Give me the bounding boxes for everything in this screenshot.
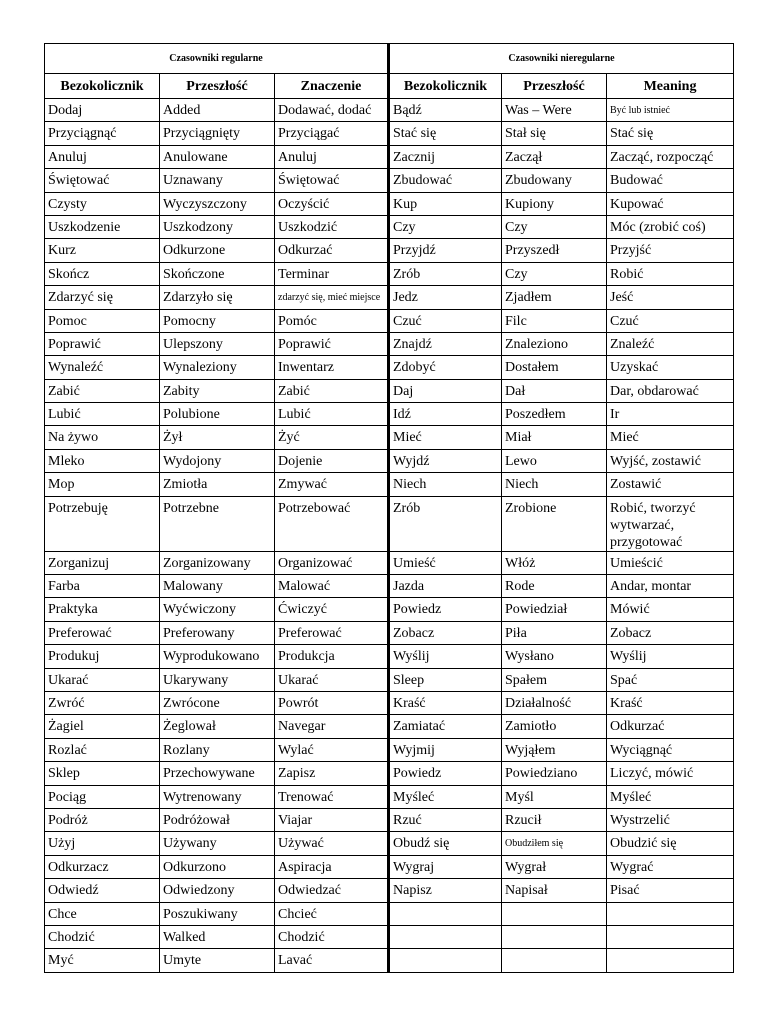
table-row [45, 286, 734, 309]
irregular-infinitive-cell: Zacznij [389, 145, 502, 168]
regular-verbs-header: Czasowniki regularne [45, 44, 389, 74]
regular-meaning-cell: Zabić [275, 379, 389, 402]
irregular-past-cell: Myśl [502, 785, 607, 808]
regular-past-cell: Malowany [160, 575, 275, 598]
irregular-past-cell: Zjadłem [502, 286, 607, 309]
regular-infinitive-cell: Poprawić [45, 332, 160, 355]
regular-meaning-cell: Preferować [275, 621, 389, 644]
table-row [45, 575, 734, 598]
irregular-meaning-cell: Uzyskać [607, 356, 734, 379]
regular-infinitive-cell: Pomoc [45, 309, 160, 332]
irregular-meaning-cell: Umieścić [607, 551, 734, 574]
table-row [45, 122, 734, 145]
regular-infinitive-cell: Preferować [45, 621, 160, 644]
irregular-infinitive-cell: Kup [389, 192, 502, 215]
regular-infinitive-cell: Produkuj [45, 645, 160, 668]
regular-infinitive-cell: Dodaj [45, 99, 160, 122]
regular-meaning-cell: Organizować [275, 551, 389, 574]
regular-past-cell: Polubione [160, 403, 275, 426]
irregular-past-cell: Poszedłem [502, 403, 607, 426]
irregular-past-cell: Lewo [502, 449, 607, 472]
regular-past-cell: Wynaleziony [160, 356, 275, 379]
table-row [45, 426, 734, 449]
irregular-past-cell: Filc [502, 309, 607, 332]
regular-infinitive-cell: Przyciągnąć [45, 122, 160, 145]
table-row [45, 738, 734, 761]
irregular-meaning-cell: Zobacz [607, 621, 734, 644]
regular-past-cell: Preferowany [160, 621, 275, 644]
table-row [45, 449, 734, 472]
table-row [45, 902, 734, 925]
regular-meaning-cell: Pomóc [275, 309, 389, 332]
irregular-meaning-cell: Mieć [607, 426, 734, 449]
regular-past-cell: Przechowywane [160, 762, 275, 785]
regular-past-cell: Zmiotła [160, 473, 275, 496]
irregular-infinitive-cell: Obudź się [389, 832, 502, 855]
regular-infinitive-cell: Sklep [45, 762, 160, 785]
regular-past-cell: Ukarywany [160, 668, 275, 691]
irregular-past-cell: Kupiony [502, 192, 607, 215]
regular-infinitive-cell: Pociąg [45, 785, 160, 808]
table-row [45, 762, 734, 785]
irregular-meaning-cell [607, 925, 734, 948]
irregular-infinitive-cell: Czuć [389, 309, 502, 332]
regular-meaning-cell: Oczyścić [275, 192, 389, 215]
regular-infinitive-cell: Zwróć [45, 691, 160, 714]
regular-meaning-cell: Potrzebować [275, 496, 389, 551]
table-row [45, 145, 734, 168]
irregular-infinitive-cell: Wyślij [389, 645, 502, 668]
regular-infinitive-cell: Podróż [45, 808, 160, 831]
irregular-meaning-cell: Robić, tworzyć wytwarzać, przygotować [607, 496, 734, 551]
regular-infinitive-cell: Potrzebuję [45, 496, 160, 551]
table-row [45, 192, 734, 215]
irregular-past-cell: Znaleziono [502, 332, 607, 355]
irregular-past-cell: Wysłano [502, 645, 607, 668]
table-row [45, 808, 734, 831]
regular-meaning-cell: Odkurzać [275, 239, 389, 262]
regular-infinitive-cell: Na żywo [45, 426, 160, 449]
irregular-past-cell: Czy [502, 262, 607, 285]
regular-meaning-cell: Malować [275, 575, 389, 598]
table-row [45, 715, 734, 738]
irregular-past-cell: Powiedziano [502, 762, 607, 785]
regular-past-cell: Poszukiwany [160, 902, 275, 925]
table-row [45, 309, 734, 332]
irregular-meaning-cell: Jeść [607, 286, 734, 309]
regular-past-cell: Uznawany [160, 169, 275, 192]
table-row [45, 262, 734, 285]
irregular-infinitive-cell [389, 949, 502, 972]
irregular-meaning-cell: Budować [607, 169, 734, 192]
regular-past-cell: Przyciągnięty [160, 122, 275, 145]
regular-infinitive-cell: Świętować [45, 169, 160, 192]
regular-meaning-cell: zdarzyć się, mieć miejsce [275, 286, 389, 309]
irregular-infinitive-cell: Wyjdź [389, 449, 502, 472]
regular-past-cell: Zabity [160, 379, 275, 402]
regular-past-cell: Zdarzyło się [160, 286, 275, 309]
table-row [45, 551, 734, 574]
regular-infinitive-cell: Wynaleźć [45, 356, 160, 379]
irregular-infinitive-cell: Zamiatać [389, 715, 502, 738]
regular-infinitive-cell: Farba [45, 575, 160, 598]
regular-meaning-cell: Świętować [275, 169, 389, 192]
irregular-meaning-cell: Liczyć, mówić [607, 762, 734, 785]
regular-meaning-cell: Ukarać [275, 668, 389, 691]
regular-meaning-cell: Lavać [275, 949, 389, 972]
irregular-infinitive-cell: Wyjmij [389, 738, 502, 761]
irregular-infinitive-cell: Bądź [389, 99, 502, 122]
regular-meaning-cell: Ćwiczyć [275, 598, 389, 621]
regular-past-cell: Używany [160, 832, 275, 855]
irregular-past-cell: Zrobione [502, 496, 607, 551]
irregular-meaning-cell: Dar, obdarować [607, 379, 734, 402]
regular-meaning-cell: Odwiedzać [275, 879, 389, 902]
regular-infinitive-cell: Lubić [45, 403, 160, 426]
irregular-past-cell: Napisał [502, 879, 607, 902]
regular-past-cell: Żył [160, 426, 275, 449]
regular-meaning-cell: Zmywać [275, 473, 389, 496]
regular-past-cell: Wyczyszczony [160, 192, 275, 215]
irregular-meaning-cell: Kraść [607, 691, 734, 714]
regular-past-cell: Pomocny [160, 309, 275, 332]
regular-meaning-cell: Poprawić [275, 332, 389, 355]
regular-meaning-cell: Trenować [275, 785, 389, 808]
irregular-meaning-cell: Przyjść [607, 239, 734, 262]
irregular-past-cell: Rzucił [502, 808, 607, 831]
regular-past-cell: Wytrenowany [160, 785, 275, 808]
regular-meaning-cell: Anuluj [275, 145, 389, 168]
irregular-infinitive-cell: Czy [389, 215, 502, 238]
regular-meaning-cell: Produkcja [275, 645, 389, 668]
table-row [45, 879, 734, 902]
irregular-past-cell: Spałem [502, 668, 607, 691]
irregular-meaning-cell: Móc (zrobić coś) [607, 215, 734, 238]
irregular-meaning-cell: Pisać [607, 879, 734, 902]
irregular-infinitive-cell: Zrób [389, 496, 502, 551]
irregular-infinitive-cell: Niech [389, 473, 502, 496]
regular-meaning-cell: Uszkodzić [275, 215, 389, 238]
regular-past-cell: Wyprodukowano [160, 645, 275, 668]
regular-meaning-cell: Przyciągać [275, 122, 389, 145]
irregular-past-cell: Przyszedł [502, 239, 607, 262]
irregular-infinitive-cell: Przyjdź [389, 239, 502, 262]
irregular-past-cell: Powiedział [502, 598, 607, 621]
table-row [45, 403, 734, 426]
irregular-infinitive-cell: Znajdź [389, 332, 502, 355]
regular-past-cell: Added [160, 99, 275, 122]
verb-table-body [45, 99, 734, 973]
irregular-meaning-cell: Wyciągnąć [607, 738, 734, 761]
irregular-verbs-header: Czasowniki nieregularne [389, 44, 734, 74]
regular-past-cell: Wyćwiczony [160, 598, 275, 621]
regular-infinitive-cell: Rozlać [45, 738, 160, 761]
regular-past-cell: Wydojony [160, 449, 275, 472]
column-header-past: Przeszłość [160, 74, 275, 99]
regular-infinitive-cell: Myć [45, 949, 160, 972]
regular-past-cell: Walked [160, 925, 275, 948]
irregular-past-cell [502, 949, 607, 972]
regular-infinitive-cell: Zorganizuj [45, 551, 160, 574]
regular-infinitive-cell: Anuluj [45, 145, 160, 168]
regular-infinitive-cell: Żagiel [45, 715, 160, 738]
table-row [45, 668, 734, 691]
irregular-past-cell: Zbudowany [502, 169, 607, 192]
table-row [45, 215, 734, 238]
irregular-past-cell: Włóż [502, 551, 607, 574]
regular-infinitive-cell: Czysty [45, 192, 160, 215]
irregular-past-cell: Miał [502, 426, 607, 449]
regular-past-cell: Skończone [160, 262, 275, 285]
irregular-past-cell [502, 925, 607, 948]
regular-infinitive-cell: Praktyka [45, 598, 160, 621]
regular-infinitive-cell: Mop [45, 473, 160, 496]
irregular-infinitive-cell [389, 902, 502, 925]
regular-meaning-cell: Lubić [275, 403, 389, 426]
regular-infinitive-cell: Kurz [45, 239, 160, 262]
irregular-meaning-cell [607, 902, 734, 925]
irregular-meaning-cell: Być lub istnieć [607, 99, 734, 122]
irregular-meaning-cell: Wygrać [607, 855, 734, 878]
irregular-infinitive-cell: Wygraj [389, 855, 502, 878]
irregular-meaning-cell [607, 949, 734, 972]
group-header-row [45, 44, 734, 74]
column-header-meaning: Meaning [607, 74, 734, 99]
irregular-meaning-cell: Obudzić się [607, 832, 734, 855]
regular-infinitive-cell: Skończ [45, 262, 160, 285]
irregular-infinitive-cell [389, 925, 502, 948]
irregular-past-cell: Was – Were [502, 99, 607, 122]
irregular-infinitive-cell: Kraść [389, 691, 502, 714]
column-header-infinitive: Bezokolicznik [389, 74, 502, 99]
regular-meaning-cell: Navegar [275, 715, 389, 738]
irregular-past-cell [502, 902, 607, 925]
irregular-infinitive-cell: Umieść [389, 551, 502, 574]
regular-infinitive-cell: Odkurzacz [45, 855, 160, 878]
regular-meaning-cell: Aspiracja [275, 855, 389, 878]
irregular-past-cell: Wygrał [502, 855, 607, 878]
regular-infinitive-cell: Ukarać [45, 668, 160, 691]
irregular-infinitive-cell: Daj [389, 379, 502, 402]
regular-infinitive-cell: Zabić [45, 379, 160, 402]
irregular-past-cell: Obudziłem się [502, 832, 607, 855]
irregular-infinitive-cell: Myśleć [389, 785, 502, 808]
irregular-past-cell: Zaczął [502, 145, 607, 168]
regular-infinitive-cell: Odwiedź [45, 879, 160, 902]
regular-infinitive-cell: Chce [45, 902, 160, 925]
regular-meaning-cell: Terminar [275, 262, 389, 285]
irregular-infinitive-cell: Zbudować [389, 169, 502, 192]
irregular-meaning-cell: Ir [607, 403, 734, 426]
table-row [45, 239, 734, 262]
irregular-infinitive-cell: Jazda [389, 575, 502, 598]
regular-meaning-cell: Dodawać, dodać [275, 99, 389, 122]
irregular-meaning-cell: Odkurzać [607, 715, 734, 738]
verb-table-document [44, 43, 733, 973]
regular-meaning-cell: Viajar [275, 808, 389, 831]
table-row [45, 598, 734, 621]
regular-past-cell: Odwiedzony [160, 879, 275, 902]
verb-table [44, 43, 734, 973]
regular-infinitive-cell: Uszkodzenie [45, 215, 160, 238]
irregular-meaning-cell: Znaleźć [607, 332, 734, 355]
table-row [45, 621, 734, 644]
irregular-meaning-cell: Kupować [607, 192, 734, 215]
irregular-past-cell: Działalność [502, 691, 607, 714]
irregular-past-cell: Rode [502, 575, 607, 598]
table-row [45, 356, 734, 379]
irregular-infinitive-cell: Powiedz [389, 598, 502, 621]
regular-meaning-cell: Żyć [275, 426, 389, 449]
irregular-infinitive-cell: Zobacz [389, 621, 502, 644]
irregular-past-cell: Czy [502, 215, 607, 238]
regular-past-cell: Zorganizowany [160, 551, 275, 574]
regular-past-cell: Odkurzone [160, 239, 275, 262]
irregular-past-cell: Piła [502, 621, 607, 644]
regular-past-cell: Potrzebne [160, 496, 275, 551]
irregular-meaning-cell: Wyślij [607, 645, 734, 668]
table-row [45, 496, 734, 551]
irregular-infinitive-cell: Jedz [389, 286, 502, 309]
regular-past-cell: Zwrócone [160, 691, 275, 714]
irregular-infinitive-cell: Zrób [389, 262, 502, 285]
table-row [45, 332, 734, 355]
irregular-past-cell: Dał [502, 379, 607, 402]
regular-infinitive-cell: Zdarzyć się [45, 286, 160, 309]
irregular-meaning-cell: Andar, montar [607, 575, 734, 598]
regular-past-cell: Ulepszony [160, 332, 275, 355]
regular-past-cell: Rozlany [160, 738, 275, 761]
table-row [45, 379, 734, 402]
table-row [45, 473, 734, 496]
regular-meaning-cell: Zapisz [275, 762, 389, 785]
regular-past-cell: Uszkodzony [160, 215, 275, 238]
regular-meaning-cell: Dojenie [275, 449, 389, 472]
irregular-meaning-cell: Czuć [607, 309, 734, 332]
regular-meaning-cell: Powrót [275, 691, 389, 714]
table-row [45, 99, 734, 122]
table-row [45, 691, 734, 714]
table-row [45, 949, 734, 972]
table-row [45, 645, 734, 668]
irregular-infinitive-cell: Rzuć [389, 808, 502, 831]
irregular-infinitive-cell: Stać się [389, 122, 502, 145]
irregular-meaning-cell: Spać [607, 668, 734, 691]
regular-past-cell: Umyte [160, 949, 275, 972]
table-row [45, 169, 734, 192]
regular-meaning-cell: Chcieć [275, 902, 389, 925]
regular-past-cell: Podróżował [160, 808, 275, 831]
regular-past-cell: Anulowane [160, 145, 275, 168]
regular-meaning-cell: Wylać [275, 738, 389, 761]
irregular-infinitive-cell: Idź [389, 403, 502, 426]
table-row [45, 925, 734, 948]
regular-meaning-cell: Inwentarz [275, 356, 389, 379]
irregular-meaning-cell: Robić [607, 262, 734, 285]
table-row [45, 832, 734, 855]
table-row [45, 785, 734, 808]
column-header-infinitive: Bezokolicznik [45, 74, 160, 99]
column-header-past: Przeszłość [502, 74, 607, 99]
irregular-meaning-cell: Wystrzelić [607, 808, 734, 831]
regular-meaning-cell: Używać [275, 832, 389, 855]
irregular-meaning-cell: Zacząć, rozpocząć [607, 145, 734, 168]
irregular-infinitive-cell: Mieć [389, 426, 502, 449]
irregular-past-cell: Dostałem [502, 356, 607, 379]
irregular-meaning-cell: Stać się [607, 122, 734, 145]
irregular-meaning-cell: Wyjść, zostawić [607, 449, 734, 472]
regular-infinitive-cell: Chodzić [45, 925, 160, 948]
irregular-infinitive-cell: Powiedz [389, 762, 502, 785]
table-row [45, 855, 734, 878]
irregular-infinitive-cell: Sleep [389, 668, 502, 691]
regular-past-cell: Żeglował [160, 715, 275, 738]
column-header-meaning: Znaczenie [275, 74, 389, 99]
irregular-past-cell: Niech [502, 473, 607, 496]
regular-infinitive-cell: Mleko [45, 449, 160, 472]
irregular-meaning-cell: Myśleć [607, 785, 734, 808]
irregular-past-cell: Zamiotło [502, 715, 607, 738]
irregular-meaning-cell: Mówić [607, 598, 734, 621]
regular-meaning-cell: Chodzić [275, 925, 389, 948]
irregular-past-cell: Wyjąłem [502, 738, 607, 761]
irregular-meaning-cell: Zostawić [607, 473, 734, 496]
regular-past-cell: Odkurzono [160, 855, 275, 878]
irregular-infinitive-cell: Zdobyć [389, 356, 502, 379]
column-header-row [45, 74, 734, 99]
regular-infinitive-cell: Użyj [45, 832, 160, 855]
irregular-past-cell: Stał się [502, 122, 607, 145]
irregular-infinitive-cell: Napisz [389, 879, 502, 902]
